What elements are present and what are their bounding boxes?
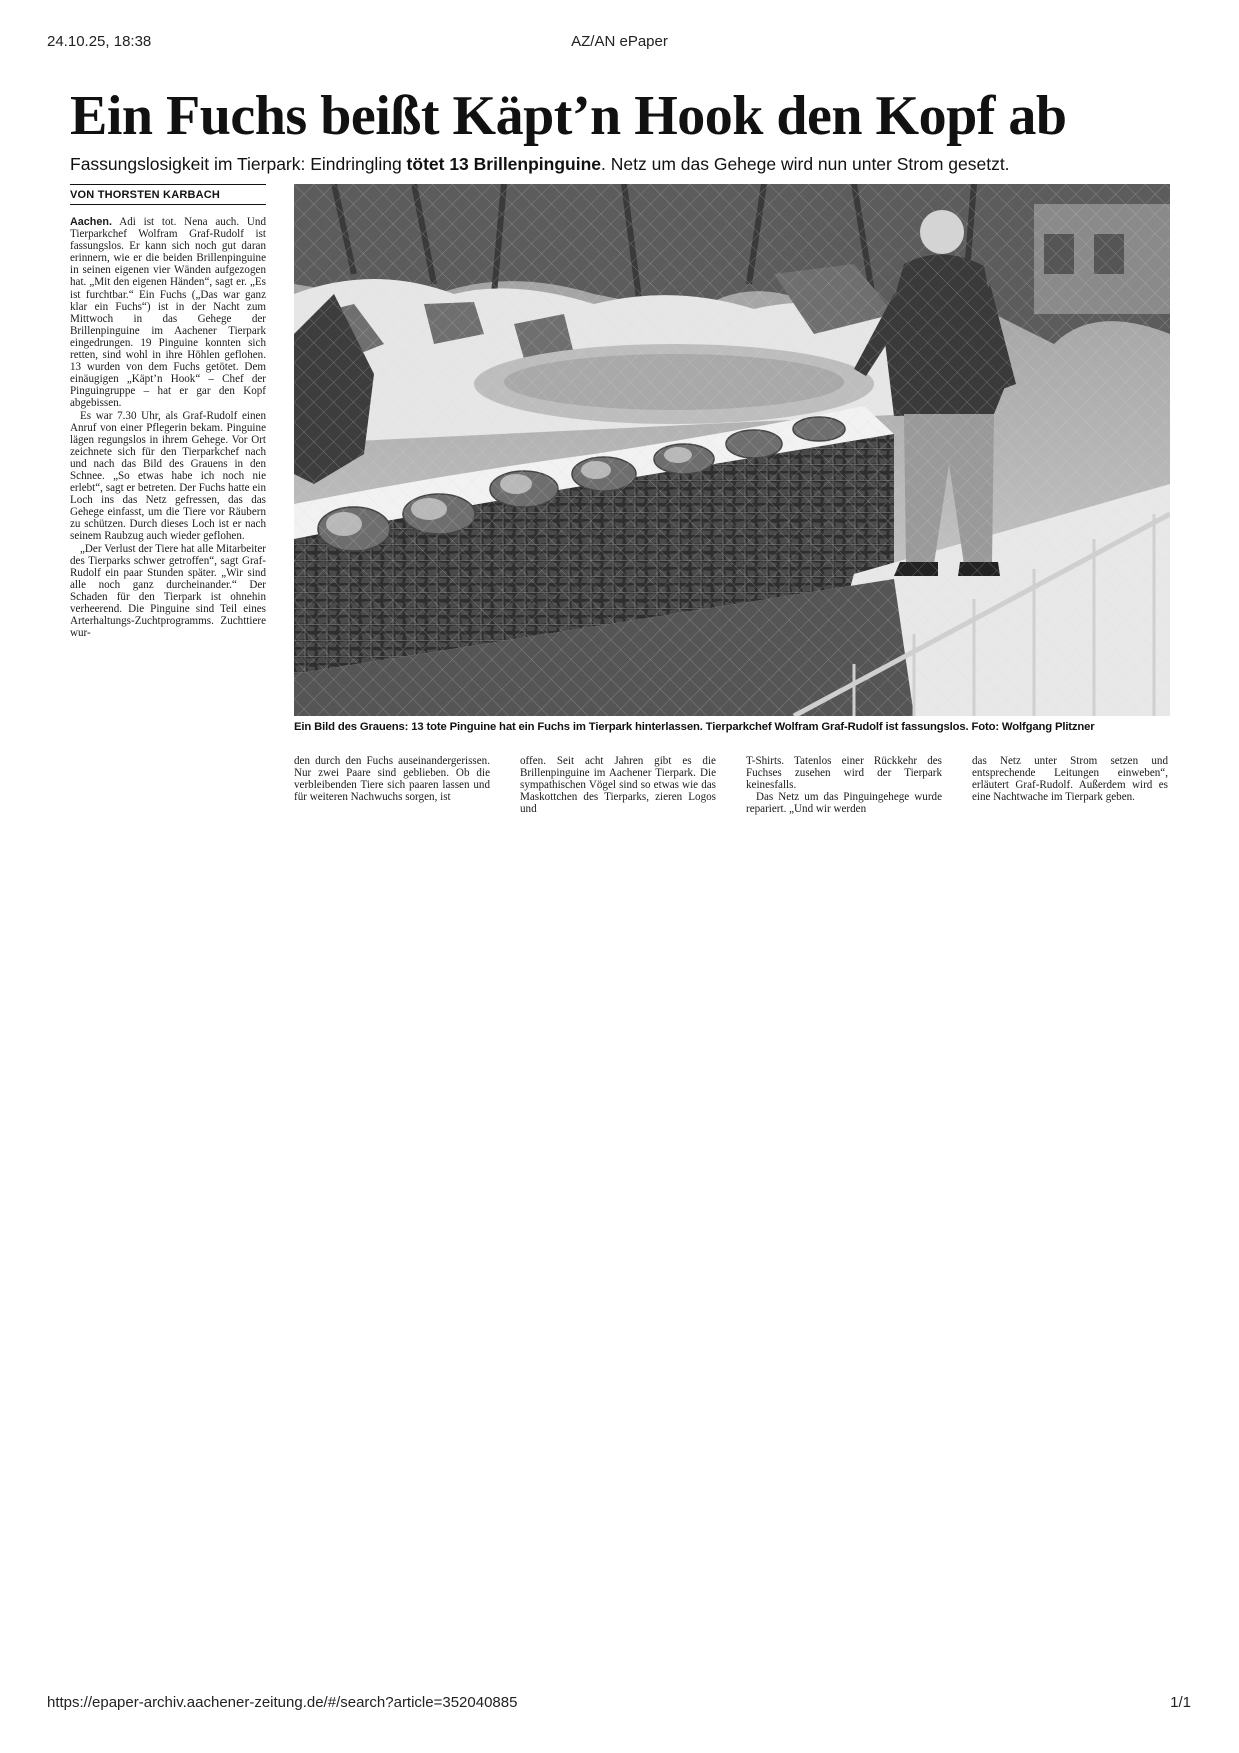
column-4-paragraph-2: Das Netz um das Pinguingehege wurde repariert. „Und wir werden	[746, 791, 942, 815]
deck-text-bold: tötet 13 Brillenpinguine	[406, 154, 602, 174]
column-4-paragraph-1: T-Shirts. Tatenlos einer Rückkehr des Fuchses zusehen wird der Tierpark keinesfalls.	[746, 755, 942, 792]
print-url: https://epaper-archiv.aachener-zeitung.de/#/search?article=352040885	[47, 1694, 518, 1711]
article-column-5: das Netz unter Strom setzen und entsprechende Leitungen einweben“, erläutert Graf-Rudolf. Außerdem wird es eine Nachtwache im Tierpark geben.	[972, 755, 1168, 804]
article-headline: Ein Fuchs beißt Käpt’n Hook den Kopf ab	[70, 85, 1067, 147]
print-timestamp: 24.10.25, 18:38	[47, 33, 152, 50]
article-photo	[294, 184, 1170, 716]
article-byline: VON THORSTEN KARBACH	[70, 184, 266, 205]
paragraph-1-text: Adi ist tot. Nena auch. Und Tierparkchef Wolfram Graf-Rudolf ist fassungslos. Er kann sich noch gut daran erinnern, wie er die beiden Brillenpinguine in seinen eigenen vier Wänden aufgezogen hat. „Mit den eigenen Händen“, sagt er. „Es ist furchtbar.“ Ein Fuchs („Das war ganz klar ein Fuchs“) ist in der Nacht zum Mittwoch in das Gehege der Brillenpinguine im Aachener Tierpark eingedrungen. 19 Pinguine konnten sich retten, sind wohl in ihre Höhlen geflohen. 13 wurden von dem Fuchs getötet. Dem einäugigen „Käpt’n Hook“ – Chef der Pinguingruppe – hat er gar den Kopf abgebissen.	[70, 216, 266, 410]
article-column-1	[70, 216, 266, 639]
article-column-4	[746, 755, 942, 815]
paragraph-2: Es war 7.30 Uhr, als Graf-Rudolf einen Anruf von einer Pflegerin bekam. Pinguine lägen regungslos in ihrem Gehege. Vor Ort zeichnete sich für den Tierparkchef nach und nach das Bild des Grauens in den Schnee. „So etwas habe ich noch nie erlebt“, sagt er betreten. Der Fuchs hatte ein Loch ins das Netz gefressen, das das Gehege einfasst, um die Tiere vor Räubern zu schützen. Durch dieses Loch ist er nach seinem Raubzug auch wieder geflohen.	[70, 409, 266, 543]
photo-caption: Ein Bild des Grauens: 13 tote Pinguine hat ein Fuchs im Tierpark hinterlassen. Tierparkchef Wolfram Graf-Rudolf ist fassungslos. Foto: Wolfgang Plitzner	[294, 721, 1095, 733]
print-page-count: 1/1	[1170, 1694, 1191, 1711]
deck-text-2: . Netz um das Gehege wird nun unter Strom gesetzt.	[601, 154, 1010, 174]
article-column-2: den durch den Fuchs auseinandergerissen. Nur zwei Paare sind geblieben. Ob die verbleibenden Tiere sich paaren lassen und für weiteren Nachwuchs sorgen, ist	[294, 755, 490, 804]
snowy-penguin-enclosure-photo	[294, 184, 1170, 716]
paragraph-3: „Der Verlust der Tiere hat alle Mitarbeiter des Tierparks schwer getroffen“, sagt Graf-Rudolf ein paar Stunden später. „Wir sind alle noch ganz durcheinander.“ Der Schaden für den Tierpark ist ohnehin verheerend. Die Pinguine sind Teil eines Arterhaltungs-Zuchtprogramms. Zuchttiere wur-	[70, 542, 266, 640]
print-page-title: AZ/AN ePaper	[571, 33, 668, 50]
article-subheadline	[70, 152, 1170, 176]
paragraph-1	[70, 216, 266, 410]
newspaper-article	[70, 80, 1170, 820]
dateline: Aachen.	[70, 216, 113, 228]
deck-text-1: Fassungslosigkeit im Tierpark: Eindringling	[70, 154, 407, 174]
article-column-3: offen. Seit acht Jahren gibt es die Brillenpinguine im Aachener Tierpark. Die sympathischen Vögel sind so etwas wie das Maskottchen des Tierparks, zieren Logos und	[520, 755, 716, 815]
